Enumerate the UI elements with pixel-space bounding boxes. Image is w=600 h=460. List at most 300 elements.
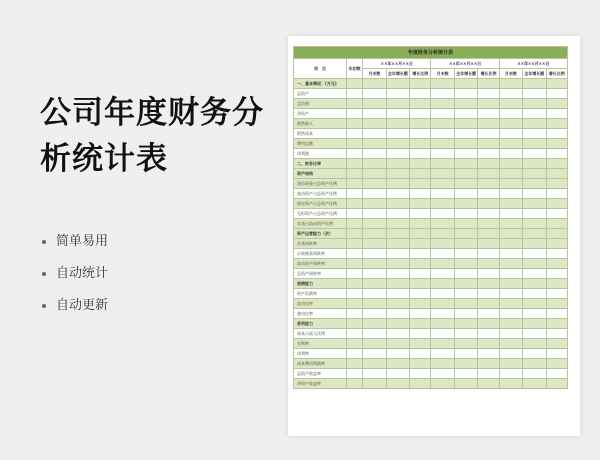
table-cell[interactable] [363,169,386,179]
table-cell[interactable] [346,119,362,129]
table-cell[interactable] [346,249,362,259]
table-cell[interactable] [546,329,567,339]
table-cell[interactable] [386,229,409,239]
table-cell[interactable] [410,99,431,109]
table-cell[interactable] [363,159,386,169]
table-cell[interactable] [546,299,567,309]
table-cell[interactable] [410,279,431,289]
table-cell[interactable] [410,349,431,359]
table-cell[interactable] [523,269,546,279]
table-cell[interactable] [523,359,546,369]
table-cell[interactable] [363,109,386,119]
table-cell[interactable] [346,199,362,209]
table-cell[interactable] [431,379,454,389]
table-cell[interactable] [363,189,386,199]
table-cell[interactable] [346,259,362,269]
table-cell[interactable] [499,339,522,349]
table-cell[interactable] [346,139,362,149]
table-cell[interactable] [454,219,477,229]
table-cell[interactable] [346,309,362,319]
table-cell[interactable] [346,369,362,379]
table-cell[interactable] [478,119,499,129]
table-cell[interactable] [363,339,386,349]
table-cell[interactable] [386,209,409,219]
table-cell[interactable] [431,329,454,339]
table-cell[interactable] [523,99,546,109]
table-cell[interactable] [454,99,477,109]
table-cell[interactable] [346,239,362,249]
table-cell[interactable] [346,99,362,109]
table-cell[interactable] [454,79,477,89]
table-cell[interactable] [454,199,477,209]
table-cell[interactable] [346,329,362,339]
table-cell[interactable] [410,229,431,239]
table-cell[interactable] [363,179,386,189]
table-cell[interactable] [363,259,386,269]
table-cell[interactable] [523,219,546,229]
table-cell[interactable] [523,129,546,139]
table-cell[interactable] [431,369,454,379]
table-cell[interactable] [346,149,362,159]
table-cell[interactable] [523,89,546,99]
table-cell[interactable] [454,209,477,219]
table-cell[interactable] [410,129,431,139]
table-cell[interactable] [523,119,546,129]
table-cell[interactable] [454,359,477,369]
table-cell[interactable] [386,289,409,299]
table-cell[interactable] [499,359,522,369]
table-cell[interactable] [386,369,409,379]
table-cell[interactable] [546,269,567,279]
table-cell[interactable] [386,309,409,319]
table-cell[interactable] [478,219,499,229]
table-cell[interactable] [454,349,477,359]
table-cell[interactable] [478,149,499,159]
table-cell[interactable] [523,249,546,259]
table-cell[interactable] [546,119,567,129]
table-cell[interactable] [454,169,477,179]
table-cell[interactable] [478,209,499,219]
table-cell[interactable] [386,119,409,129]
table-cell[interactable] [363,249,386,259]
table-cell[interactable] [478,179,499,189]
table-cell[interactable] [546,79,567,89]
table-cell[interactable] [386,179,409,189]
table-cell[interactable] [478,229,499,239]
table-cell[interactable] [454,259,477,269]
table-cell[interactable] [546,249,567,259]
table-cell[interactable] [523,289,546,299]
table-cell[interactable] [346,289,362,299]
table-cell[interactable] [410,139,431,149]
table-cell[interactable] [431,319,454,329]
table-cell[interactable] [410,199,431,209]
table-cell[interactable] [386,129,409,139]
table-cell[interactable] [386,79,409,89]
table-cell[interactable] [478,309,499,319]
table-cell[interactable] [431,229,454,239]
table-cell[interactable] [363,309,386,319]
table-cell[interactable] [478,199,499,209]
table-cell[interactable] [386,359,409,369]
table-cell[interactable] [410,219,431,229]
table-cell[interactable] [523,199,546,209]
table-cell[interactable] [346,339,362,349]
table-cell[interactable] [386,239,409,249]
table-cell[interactable] [386,299,409,309]
table-cell[interactable] [431,339,454,349]
table-cell[interactable] [386,109,409,119]
table-cell[interactable] [523,159,546,169]
table-cell[interactable] [431,309,454,319]
table-cell[interactable] [410,309,431,319]
table-cell[interactable] [431,79,454,89]
table-cell[interactable] [478,189,499,199]
table-cell[interactable] [410,209,431,219]
table-cell[interactable] [546,159,567,169]
table-cell[interactable] [386,259,409,269]
table-cell[interactable] [363,149,386,159]
table-cell[interactable] [363,289,386,299]
table-cell[interactable] [546,89,567,99]
table-cell[interactable] [499,229,522,239]
table-cell[interactable] [431,149,454,159]
table-cell[interactable] [546,179,567,189]
table-cell[interactable] [431,349,454,359]
table-cell[interactable] [431,279,454,289]
table-cell[interactable] [346,209,362,219]
table-cell[interactable] [431,249,454,259]
table-cell[interactable] [523,299,546,309]
table-cell[interactable] [410,89,431,99]
table-cell[interactable] [478,279,499,289]
table-cell[interactable] [523,349,546,359]
table-cell[interactable] [410,179,431,189]
table-cell[interactable] [478,99,499,109]
table-cell[interactable] [346,269,362,279]
table-cell[interactable] [454,299,477,309]
table-cell[interactable] [410,119,431,129]
table-cell[interactable] [431,219,454,229]
table-cell[interactable] [454,89,477,99]
table-cell[interactable] [546,209,567,219]
table-cell[interactable] [546,279,567,289]
table-cell[interactable] [478,109,499,119]
table-cell[interactable] [363,359,386,369]
table-cell[interactable] [363,79,386,89]
table-cell[interactable] [523,279,546,289]
table-cell[interactable] [546,149,567,159]
table-cell[interactable] [410,149,431,159]
table-cell[interactable] [363,369,386,379]
table-cell[interactable] [346,359,362,369]
table-cell[interactable] [478,239,499,249]
table-cell[interactable] [499,249,522,259]
table-cell[interactable] [523,209,546,219]
table-cell[interactable] [386,319,409,329]
table-cell[interactable] [386,149,409,159]
table-cell[interactable] [431,179,454,189]
table-cell[interactable] [546,349,567,359]
table-cell[interactable] [499,369,522,379]
table-cell[interactable] [478,89,499,99]
table-cell[interactable] [363,89,386,99]
table-cell[interactable] [454,309,477,319]
table-cell[interactable] [363,119,386,129]
table-cell[interactable] [386,219,409,229]
table-cell[interactable] [499,189,522,199]
table-cell[interactable] [410,319,431,329]
table-cell[interactable] [363,209,386,219]
table-cell[interactable] [386,159,409,169]
table-cell[interactable] [499,209,522,219]
table-cell[interactable] [410,359,431,369]
table-cell[interactable] [523,169,546,179]
table-cell[interactable] [454,369,477,379]
table-cell[interactable] [346,89,362,99]
table-cell[interactable] [363,319,386,329]
table-cell[interactable] [386,89,409,99]
table-cell[interactable] [499,139,522,149]
table-cell[interactable] [431,99,454,109]
table-cell[interactable] [546,359,567,369]
table-cell[interactable] [363,269,386,279]
table-cell[interactable] [431,239,454,249]
table-cell[interactable] [523,139,546,149]
table-cell[interactable] [499,299,522,309]
table-cell[interactable] [431,199,454,209]
table-cell[interactable] [346,319,362,329]
table-cell[interactable] [346,279,362,289]
table-cell[interactable] [478,169,499,179]
table-cell[interactable] [346,379,362,389]
table-cell[interactable] [454,189,477,199]
table-cell[interactable] [363,329,386,339]
table-cell[interactable] [523,309,546,319]
table-cell[interactable] [546,169,567,179]
table-cell[interactable] [546,369,567,379]
table-cell[interactable] [454,179,477,189]
table-cell[interactable] [546,199,567,209]
table-cell[interactable] [454,379,477,389]
table-cell[interactable] [410,109,431,119]
table-cell[interactable] [386,339,409,349]
table-cell[interactable] [523,259,546,269]
table-cell[interactable] [346,189,362,199]
table-cell[interactable] [386,279,409,289]
table-cell[interactable] [431,299,454,309]
table-cell[interactable] [478,299,499,309]
table-cell[interactable] [499,269,522,279]
table-cell[interactable] [431,129,454,139]
table-cell[interactable] [546,139,567,149]
table-cell[interactable] [431,159,454,169]
table-cell[interactable] [499,109,522,119]
table-cell[interactable] [346,299,362,309]
table-cell[interactable] [546,339,567,349]
table-cell[interactable] [363,239,386,249]
table-cell[interactable] [346,129,362,139]
table-cell[interactable] [499,259,522,269]
table-cell[interactable] [454,129,477,139]
table-cell[interactable] [478,259,499,269]
table-cell[interactable] [431,209,454,219]
table-cell[interactable] [410,379,431,389]
table-cell[interactable] [410,259,431,269]
table-cell[interactable] [478,269,499,279]
table-cell[interactable] [363,139,386,149]
table-cell[interactable] [523,149,546,159]
table-cell[interactable] [499,279,522,289]
table-cell[interactable] [431,119,454,129]
table-cell[interactable] [478,339,499,349]
table-cell[interactable] [478,249,499,259]
table-cell[interactable] [523,79,546,89]
table-cell[interactable] [454,319,477,329]
table-cell[interactable] [454,109,477,119]
table-cell[interactable] [346,79,362,89]
table-cell[interactable] [499,89,522,99]
table-cell[interactable] [431,269,454,279]
table-cell[interactable] [431,359,454,369]
table-cell[interactable] [454,139,477,149]
table-cell[interactable] [499,219,522,229]
table-cell[interactable] [386,249,409,259]
table-cell[interactable] [523,109,546,119]
table-cell[interactable] [478,359,499,369]
table-cell[interactable] [363,99,386,109]
table-cell[interactable] [431,109,454,119]
table-cell[interactable] [410,189,431,199]
table-cell[interactable] [346,159,362,169]
table-cell[interactable] [546,189,567,199]
table-cell[interactable] [454,329,477,339]
table-cell[interactable] [454,269,477,279]
table-cell[interactable] [386,99,409,109]
table-cell[interactable] [546,309,567,319]
table-cell[interactable] [363,129,386,139]
table-cell[interactable] [523,369,546,379]
table-cell[interactable] [431,169,454,179]
table-cell[interactable] [546,129,567,139]
table-cell[interactable] [499,289,522,299]
table-cell[interactable] [410,329,431,339]
table-cell[interactable] [454,289,477,299]
table-cell[interactable] [363,279,386,289]
table-cell[interactable] [346,229,362,239]
table-cell[interactable] [346,219,362,229]
table-cell[interactable] [478,329,499,339]
table-cell[interactable] [410,269,431,279]
table-cell[interactable] [454,229,477,239]
table-cell[interactable] [546,289,567,299]
table-cell[interactable] [346,109,362,119]
table-cell[interactable] [454,149,477,159]
table-cell[interactable] [478,159,499,169]
table-cell[interactable] [523,379,546,389]
table-cell[interactable] [546,109,567,119]
table-cell[interactable] [523,229,546,239]
table-cell[interactable] [386,379,409,389]
table-cell[interactable] [346,169,362,179]
table-cell[interactable] [386,349,409,359]
table-cell[interactable] [454,159,477,169]
table-cell[interactable] [499,199,522,209]
table-cell[interactable] [410,249,431,259]
table-cell[interactable] [363,299,386,309]
table-cell[interactable] [478,369,499,379]
table-cell[interactable] [546,319,567,329]
table-cell[interactable] [454,119,477,129]
table-cell[interactable] [478,379,499,389]
table-cell[interactable] [478,129,499,139]
table-cell[interactable] [499,149,522,159]
table-cell[interactable] [499,179,522,189]
table-cell[interactable] [478,319,499,329]
table-cell[interactable] [363,219,386,229]
table-cell[interactable] [454,249,477,259]
table-cell[interactable] [523,319,546,329]
table-cell[interactable] [386,189,409,199]
table-cell[interactable] [546,259,567,269]
table-cell[interactable] [499,329,522,339]
table-cell[interactable] [410,299,431,309]
table-cell[interactable] [523,339,546,349]
table-cell[interactable] [431,289,454,299]
table-cell[interactable] [499,379,522,389]
table-cell[interactable] [478,349,499,359]
table-cell[interactable] [546,219,567,229]
table-cell[interactable] [499,129,522,139]
table-cell[interactable] [499,159,522,169]
table-cell[interactable] [478,289,499,299]
table-cell[interactable] [431,89,454,99]
table-cell[interactable] [499,349,522,359]
table-cell[interactable] [410,169,431,179]
table-cell[interactable] [386,269,409,279]
table-cell[interactable] [523,189,546,199]
table-cell[interactable] [410,369,431,379]
table-cell[interactable] [431,259,454,269]
table-cell[interactable] [386,169,409,179]
table-cell[interactable] [478,139,499,149]
table-cell[interactable] [499,239,522,249]
table-cell[interactable] [363,199,386,209]
table-cell[interactable] [410,339,431,349]
table-cell[interactable] [386,199,409,209]
table-cell[interactable] [386,329,409,339]
table-cell[interactable] [454,239,477,249]
table-cell[interactable] [499,319,522,329]
table-cell[interactable] [431,189,454,199]
table-cell[interactable] [546,379,567,389]
table-cell[interactable] [499,309,522,319]
table-cell[interactable] [454,339,477,349]
table-cell[interactable] [346,179,362,189]
table-cell[interactable] [523,239,546,249]
table-cell[interactable] [410,289,431,299]
table-cell[interactable] [523,329,546,339]
table-cell[interactable] [499,79,522,89]
table-cell[interactable] [363,349,386,359]
table-cell[interactable] [546,229,567,239]
table-cell[interactable] [410,79,431,89]
table-cell[interactable] [363,229,386,239]
table-cell[interactable] [546,239,567,249]
table-cell[interactable] [478,79,499,89]
table-cell[interactable] [346,349,362,359]
table-cell[interactable] [499,99,522,109]
